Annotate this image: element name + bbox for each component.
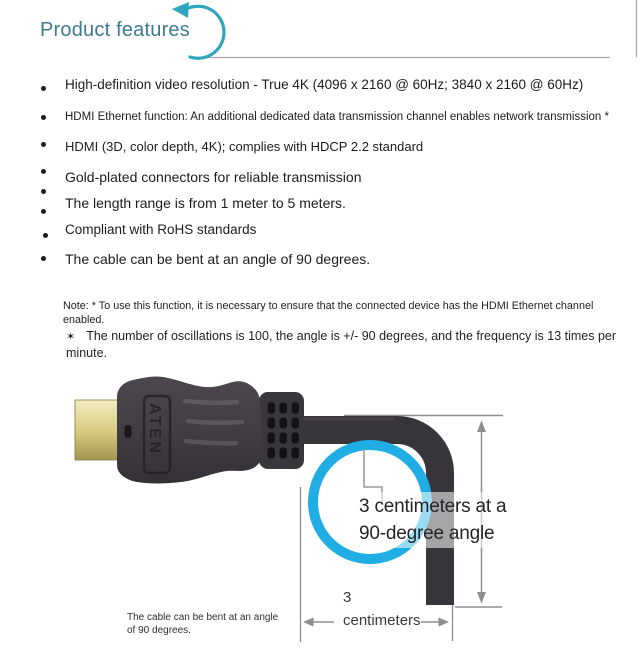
caption-line1: The cable can be bent at an angle — [127, 612, 279, 623]
curl-arrow-icon — [172, 2, 224, 58]
list-item: HDMI (3D, color depth, 4K); complies with HDCP 2.2 standard — [65, 139, 623, 155]
gold-plug — [75, 400, 122, 460]
list-item: High-definition video resolution - True 4K (4096 x 2160 @ 60Hz; 3840 x 2160 @ 60Hz) — [65, 77, 623, 94]
caption-line2: of 90 degrees. — [127, 625, 191, 636]
overlay-line2: 90-degree angle — [359, 523, 495, 544]
strain-relief — [259, 392, 304, 469]
caption — [127, 611, 278, 637]
connector-brand-label: ATEN — [146, 403, 163, 456]
hdmi-illustration — [0, 360, 640, 654]
star-note — [66, 328, 626, 361]
star-icon: ✶ — [66, 331, 76, 343]
page-title: Product features — [40, 19, 190, 41]
list-item: Compliant with RoHS standards — [65, 222, 623, 239]
measure-unit: centimeters — [343, 612, 421, 629]
measure-value: 3 — [343, 589, 352, 606]
list-item: HDMI Ethernet function: An additional dedicated data transmission channel enables network transmission * — [65, 110, 623, 124]
list-item: The length range is from 1 meter to 5 meters. — [65, 195, 623, 213]
list-item: The cable can be bent at an angle of 90 degrees. — [65, 251, 623, 269]
list-item: Gold-plated connectors for reliable transmission — [65, 169, 623, 187]
note-text: Note: * To use this function, it is necessary to ensure that the connected device has the HDMI Ethernet channel enabled. — [63, 300, 594, 326]
overlay-line1: 3 centimeters at a — [359, 496, 507, 517]
header-decoration — [0, 0, 640, 70]
overlay-label — [356, 492, 509, 548]
hdmi-connector — [117, 377, 263, 484]
measure-label — [343, 586, 421, 632]
star-note-text: The number of oscillations is 100, the angle is +/- 90 degrees, and the frequency is 13 times per minute. — [66, 329, 617, 360]
connector-slot — [125, 425, 132, 438]
